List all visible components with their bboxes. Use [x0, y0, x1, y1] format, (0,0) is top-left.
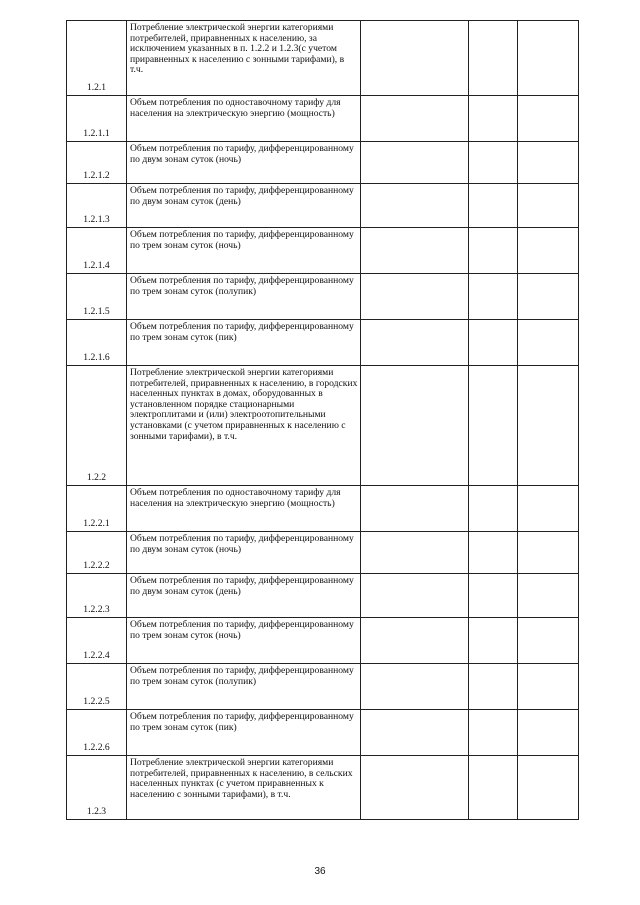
consumption-table [66, 20, 579, 820]
table-row [67, 184, 579, 228]
table-row [67, 21, 579, 96]
row-description: Объем потребления по тарифу, дифференцированному по трем зонам суток (полупик) [127, 274, 361, 320]
table-row [67, 710, 579, 756]
row-code: 1.2.2.5 [67, 664, 127, 710]
row-description: Объем потребления по тарифу, дифференцированному по трем зонам суток (пик) [127, 320, 361, 366]
table-row [67, 486, 579, 532]
row-value-cell [518, 366, 579, 486]
row-value-cell [469, 96, 518, 142]
row-description: Потребление электрической энергии категориями потребителей, приравненных к населению, в городских населенных пунктах в домах, оборудованных в установленном порядке стационарными электроплитами и (или) электроотопительными установками (с учетом приравненных к населению с зонными тарифами), в т.ч. [127, 366, 361, 486]
table-row [67, 532, 579, 574]
row-value-cell [361, 486, 469, 532]
row-value-cell [518, 320, 579, 366]
row-code: 1.2.2.4 [67, 618, 127, 664]
row-value-cell [518, 486, 579, 532]
row-value-cell [361, 228, 469, 274]
row-description: Объем потребления по тарифу, дифференцированному по двум зонам суток (день) [127, 184, 361, 228]
row-code: 1.2.2.6 [67, 710, 127, 756]
row-code: 1.2.2 [67, 366, 127, 486]
row-code: 1.2.1.4 [67, 228, 127, 274]
row-value-cell [469, 574, 518, 618]
row-description: Объем потребления по тарифу, дифференцированному по двум зонам суток (ночь) [127, 532, 361, 574]
table-row [67, 228, 579, 274]
row-code: 1.2.1.6 [67, 320, 127, 366]
row-code: 1.2.2.3 [67, 574, 127, 618]
row-value-cell [469, 532, 518, 574]
page-number: 36 [314, 866, 326, 877]
table-row [67, 142, 579, 184]
row-value-cell [469, 486, 518, 532]
row-value-cell [469, 274, 518, 320]
row-value-cell [361, 184, 469, 228]
table-row [67, 96, 579, 142]
table-row [67, 756, 579, 820]
table-row [67, 618, 579, 664]
row-value-cell [518, 228, 579, 274]
row-code: 1.2.3 [67, 756, 127, 820]
row-value-cell [518, 756, 579, 820]
row-value-cell [518, 618, 579, 664]
table-row [67, 574, 579, 618]
row-value-cell [518, 664, 579, 710]
row-description: Объем потребления по одноставочному тарифу для населения на электрическую энергию (мощность) [127, 96, 361, 142]
row-code: 1.2.1.1 [67, 96, 127, 142]
row-value-cell [469, 142, 518, 184]
row-description: Объем потребления по тарифу, дифференцированному по двум зонам суток (день) [127, 574, 361, 618]
consumption-table-body [67, 21, 579, 820]
row-code: 1.2.1.5 [67, 274, 127, 320]
row-description: Потребление электрической энергии категориями потребителей, приравненных к населению, в сельских населенных пунктах (с учетом приравненных к населению с зонными тарифами), в т.ч. [127, 756, 361, 820]
row-description: Объем потребления по тарифу, дифференцированному по трем зонам суток (ночь) [127, 228, 361, 274]
row-value-cell [518, 184, 579, 228]
table-row [67, 274, 579, 320]
row-value-cell [469, 366, 518, 486]
row-value-cell [518, 532, 579, 574]
row-value-cell [469, 320, 518, 366]
row-description: Объем потребления по тарифу, дифференцированному по трем зонам суток (ночь) [127, 618, 361, 664]
row-code: 1.2.2.2 [67, 532, 127, 574]
table-row [67, 320, 579, 366]
row-value-cell [361, 756, 469, 820]
row-value-cell [361, 366, 469, 486]
row-value-cell [469, 184, 518, 228]
row-value-cell [518, 21, 579, 96]
row-code: 1.2.1.3 [67, 184, 127, 228]
row-value-cell [361, 96, 469, 142]
row-value-cell [361, 574, 469, 618]
row-value-cell [361, 21, 469, 96]
row-value-cell [518, 574, 579, 618]
row-value-cell [361, 142, 469, 184]
row-description: Объем потребления по тарифу, дифференцированному по двум зонам суток (ночь) [127, 142, 361, 184]
row-value-cell [518, 142, 579, 184]
row-value-cell [361, 532, 469, 574]
row-code: 1.2.1 [67, 21, 127, 96]
table-row [67, 664, 579, 710]
row-value-cell [469, 618, 518, 664]
row-value-cell [518, 274, 579, 320]
table-row [67, 366, 579, 486]
row-value-cell [518, 710, 579, 756]
row-value-cell [361, 320, 469, 366]
row-value-cell [469, 21, 518, 96]
row-value-cell [469, 756, 518, 820]
row-description: Потребление электрической энергии категориями потребителей, приравненных к населению, за исключением указанных в п. 1.2.2 и 1.2.3(с учетом приравненных к населению с зонными тарифами), в т.ч. [127, 21, 361, 96]
row-value-cell [361, 664, 469, 710]
row-value-cell [518, 96, 579, 142]
row-value-cell [469, 228, 518, 274]
row-value-cell [469, 664, 518, 710]
row-description: Объем потребления по тарифу, дифференцированному по трем зонам суток (пик) [127, 710, 361, 756]
row-value-cell [361, 274, 469, 320]
row-value-cell [469, 710, 518, 756]
row-value-cell [361, 710, 469, 756]
row-code: 1.2.2.1 [67, 486, 127, 532]
row-value-cell [361, 618, 469, 664]
row-code: 1.2.1.2 [67, 142, 127, 184]
row-description: Объем потребления по тарифу, дифференцированному по трем зонам суток (полупик) [127, 664, 361, 710]
row-description: Объем потребления по одноставочному тарифу для населения на электрическую энергию (мощность) [127, 486, 361, 532]
